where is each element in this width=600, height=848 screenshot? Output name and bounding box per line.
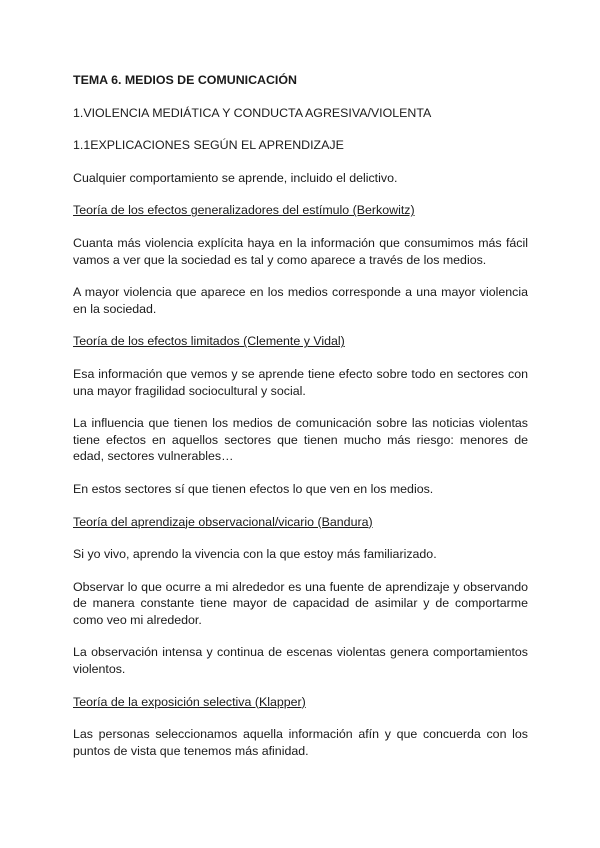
paragraph: Si yo vivo, aprendo la vivencia con la que estoy más familiarizado.	[73, 547, 437, 562]
intro-paragraph: Cualquier comportamiento se aprende, incluido el delictivo.	[73, 170, 398, 185]
paragraph: Observar lo que ocurre a mi alrededor es una fuente de aprendizaje y observando de manera constante tiene mayor de capacidad de asimilar y de comportarme como veo mi alrededor.	[73, 579, 528, 627]
paragraph: A mayor violencia que aparece en los medios corresponde a una mayor violencia en la sociedad.	[73, 285, 528, 316]
paragraph: La observación intensa y continua de escenas violentas genera comportamientos violentos.	[73, 645, 528, 677]
paragraph: Las personas seleccionamos aquella información afín y que concuerda con los puntos de vista que tenemos más afinidad.	[73, 727, 528, 758]
theory-heading-klapper: Teoría de la exposición selectiva (Klapper)	[73, 694, 306, 709]
theory-heading-berkowitz: Teoría de los efectos generalizadores del estímulo (Berkowitz)	[73, 203, 415, 218]
theory-heading-bandura: Teoría del aprendizaje observacional/vicario (Bandura)	[73, 514, 373, 529]
paragraph: Esa información que vemos y se aprende tiene efecto sobre todo en sectores con una mayor fragilidad sociocultural y social.	[73, 366, 528, 398]
paragraph: En estos sectores sí que tienen efectos lo que ven en los medios.	[73, 481, 434, 496]
theory-heading-clemente-vidal: Teoría de los efectos limitados (Clemente y Vidal)	[73, 334, 345, 349]
paragraph: Cuanta más violencia explícita haya en la información que consumimos más fácil vamos a ver que la sociedad es tal y como aparece a través de los medios.	[73, 235, 528, 267]
document-title: TEMA 6. MEDIOS DE COMUNICACIÓN	[73, 73, 297, 87]
paragraph: La influencia que tienen los medios de comunicación sobre las noticias violentas tiene efectos en aquellos sectores que tienen mucho más riesgo: menores de edad, sectores vulnerables…	[73, 416, 528, 464]
section-heading-1: 1.VIOLENCIA MEDIÁTICA Y CONDUCTA AGRESIVA/VIOLENTA	[73, 105, 432, 120]
document-body	[73, 72, 528, 775]
section-heading-1-1: 1.1EXPLICACIONES SEGÚN EL APRENDIZAJE	[73, 138, 344, 153]
